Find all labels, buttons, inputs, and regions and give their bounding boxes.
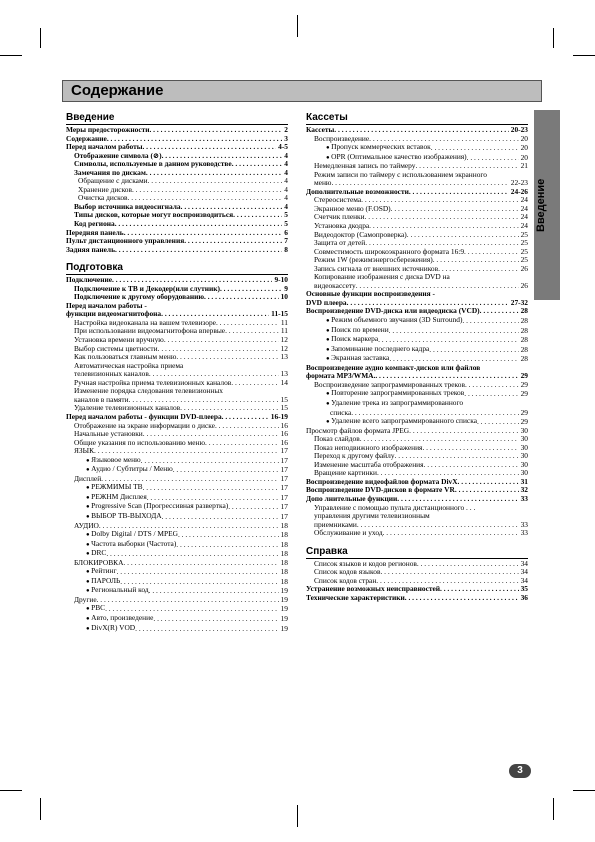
toc-entry-page: 24-26: [510, 186, 528, 196]
toc-entry: [306, 529, 528, 538]
toc-entry-title: Показ неподвижного изображения: [314, 442, 423, 452]
toc-line: [306, 171, 528, 180]
dot-leader: [97, 596, 279, 605]
toc-entry-title: телевизионных каналов: [74, 369, 149, 379]
toc-entry-title: ● Экранная заставка: [326, 354, 389, 364]
toc-entry-title: Замечания по дискам: [74, 167, 146, 177]
toc-entry-title: Изменение порядка следования телевизионных: [74, 386, 223, 396]
toc-entry-page: 11: [280, 317, 288, 327]
toc-entry-title: Воспроизведение: [314, 133, 370, 143]
toc-entry-page: 10: [280, 292, 288, 302]
toc-entry-title: ● Поиск по времени: [326, 326, 389, 336]
crop-mark: [297, 805, 298, 827]
toc-entry-page: 13: [280, 369, 288, 379]
dot-leader: [424, 461, 519, 470]
toc-entry-title: Задняя панель: [66, 244, 115, 254]
toc-entry-page: 25: [520, 238, 528, 248]
dot-leader: [380, 568, 518, 577]
toc-entry-page: 18: [280, 567, 288, 577]
dot-leader: [465, 381, 519, 390]
toc-entry-page: 26: [520, 263, 528, 273]
toc-entry-title: Режим записи по таймеру с использованием экранного: [314, 169, 487, 179]
toc-entry-page: 29: [520, 417, 528, 427]
dot-leader: [216, 319, 279, 328]
dot-leader: [106, 550, 278, 559]
dot-leader: [176, 353, 278, 362]
dot-leader: [225, 327, 279, 336]
toc-entry-page: 14: [280, 377, 288, 387]
toc-entry-page: 18: [280, 520, 288, 530]
toc-entry-title: ● Повторение запрограммированных треков: [326, 389, 464, 399]
dot-leader: [231, 379, 278, 388]
dot-leader: [233, 211, 282, 220]
dot-leader: [383, 529, 519, 538]
crop-mark: [553, 798, 554, 820]
toc-entry-title: Устранение возможных неисправностей: [306, 584, 441, 594]
toc-entry-title: ● Пропуск коммерческих вставок: [326, 143, 431, 153]
toc-entry-page: 20: [520, 133, 528, 143]
toc-entry-page: 28: [520, 354, 528, 364]
toc-entry-title: Список языков и кодов регионов: [314, 558, 417, 568]
dot-leader: [405, 594, 519, 603]
toc-entry-page: 18: [280, 576, 288, 586]
dot-leader: [480, 307, 519, 316]
crop-mark: [573, 790, 595, 791]
toc-entry-page: 22-23: [510, 178, 528, 188]
toc-entry-page: 16-19: [270, 411, 288, 421]
toc-entry-page: 20: [520, 143, 528, 153]
toc-entry-page: 17: [280, 492, 288, 502]
toc-entry: [306, 594, 528, 603]
toc-entry-title: ● PBC: [86, 604, 105, 614]
toc-entry-title: Воспроизведение запрограммированных треков: [314, 379, 465, 389]
toc-entry-title: Обслуживание и уход: [314, 528, 383, 538]
toc-entry-title: приемниками: [314, 519, 357, 529]
toc-entry-page: 20: [520, 152, 528, 162]
section-heading: Подготовка: [66, 262, 288, 275]
toc-entry-page: 28: [520, 306, 528, 316]
toc-entry-page: 17: [280, 473, 288, 483]
toc-entry-title: Перед началом работы: [66, 142, 143, 152]
toc-entry-title: Воспроизведение видеофайлов формата DivX: [306, 476, 458, 486]
dot-leader: [429, 346, 518, 355]
toc-entry-title: ● Аудио / Субтитры / Меню: [86, 465, 173, 475]
toc-entry-title: ● Частота выборки (Частота): [86, 540, 176, 550]
toc-entry-title: Просмотр файлов формата JPEG: [306, 425, 410, 435]
toc-entry-page: 30: [520, 468, 528, 478]
toc-entry-title: Автоматическая настройка приема: [74, 360, 184, 370]
toc-entry-page: 29: [520, 407, 528, 417]
toc-entry-title: ● Режим объемного звучания (3D Surround): [326, 316, 462, 326]
dot-leader: [417, 560, 519, 569]
toc-entry: [66, 586, 288, 596]
toc-entry-title: Передняя панель: [66, 227, 124, 237]
dot-leader: [142, 143, 276, 152]
toc-entry-page: 18: [280, 557, 288, 567]
dot-leader: [455, 486, 519, 495]
section-gap: [66, 254, 288, 262]
toc-right-column: [306, 112, 528, 602]
toc-entry-page: 5: [284, 219, 288, 229]
toc-entry-title: Как пользоваться главным меню: [74, 352, 177, 362]
toc-entry-title: Хранение дисков: [78, 184, 132, 194]
toc-entry: [66, 439, 288, 448]
section-gap: [306, 538, 528, 546]
toc-entry-page: 8: [284, 244, 288, 254]
toc-entry-title: Вращение картинки: [314, 468, 377, 478]
toc-entry-page: 17: [280, 511, 288, 521]
dot-leader: [153, 615, 278, 624]
toc-entry-title: ● Запоминание последнего кадра: [326, 345, 429, 355]
crop-mark: [0, 790, 22, 791]
dot-leader: [462, 317, 518, 326]
dot-leader: [162, 513, 279, 522]
dot-leader: [148, 177, 283, 186]
toc-entry-page: 30: [520, 459, 528, 469]
toc-entry-page: 4: [284, 184, 288, 194]
dot-leader: [433, 256, 519, 265]
toc-entry-title: функции видеомагнитофона: [66, 309, 162, 319]
toc-entry-page: 7: [284, 236, 288, 246]
toc-entry-page: 17: [280, 455, 288, 465]
toc-entry-page: 11-15: [271, 309, 288, 319]
dot-leader: [178, 531, 279, 540]
toc-entry-title: Видеодоктор (Самопроверка): [314, 229, 407, 239]
dot-leader: [464, 248, 519, 257]
toc-entry-page: 20-23: [510, 125, 528, 134]
toc-entry-title: Воспроизведение аудио компакт-дисков или файлов: [306, 362, 481, 372]
toc-entry-page: 33: [520, 519, 528, 529]
toc-entry-title: Общие указания по использованию меню: [74, 437, 205, 447]
toc-entry-title: ● DivX(R) VOD: [86, 624, 135, 634]
dot-leader: [422, 444, 518, 453]
toc-entry-page: 34: [520, 558, 528, 568]
toc-entry-page: 17: [280, 502, 288, 512]
toc-left-column: [66, 112, 288, 633]
toc-entry-page: 3: [284, 133, 288, 143]
toc-entry-page: 30: [520, 442, 528, 452]
dot-leader: [184, 237, 282, 246]
dot-leader: [440, 585, 519, 594]
dot-leader: [409, 427, 518, 436]
toc-entry-page: 34: [520, 575, 528, 585]
dot-leader: [407, 231, 519, 240]
toc-entry-page: 25: [520, 229, 528, 239]
toc-entry-page: 19: [280, 604, 288, 614]
toc-entry-title: ● Региональный код: [86, 586, 149, 596]
toc-entry-page: 16: [280, 420, 288, 430]
dot-leader: [409, 188, 509, 197]
toc-entry-page: 18: [280, 549, 288, 559]
toc-entry-title: ● Авто, произведение: [86, 614, 153, 624]
toc-entry-title: Стереосистема: [314, 195, 362, 205]
toc-entry-title: Код региона: [74, 219, 115, 229]
page-number: 3: [509, 764, 531, 778]
toc-entry-title: АУДИО: [74, 520, 99, 530]
toc-entry-title: Копирование изображения с диска DVD на: [314, 272, 450, 282]
toc-entry-title: Переход к другому файлу: [314, 451, 395, 461]
toc-entry-page: 25: [520, 246, 528, 256]
toc-entry-page: 4: [284, 201, 288, 211]
toc-entry-page: 6: [284, 227, 288, 237]
dot-leader: [204, 293, 279, 302]
toc-entry-title: Подключение к другому оборудованию: [74, 292, 205, 302]
toc-entry-title: Установка времени вручную: [74, 335, 164, 345]
toc-entry-page: 4: [284, 150, 288, 160]
toc-entry-title: ● DRC: [86, 549, 106, 559]
toc-entry-title: Меры предосторожности: [66, 125, 150, 134]
toc-entry-page: 19: [280, 623, 288, 633]
toc-entry-page: 24: [520, 212, 528, 222]
toc-entry-page: 33: [520, 493, 528, 503]
dot-leader: [115, 220, 283, 229]
toc-entry-page: 29: [520, 379, 528, 389]
dot-leader: [365, 213, 519, 222]
section-heading: Справка: [306, 546, 528, 559]
toc-entry-page: 4: [284, 176, 288, 186]
toc-entry-page: 33: [520, 528, 528, 538]
toc-entry-title: Выбор системы цветности: [74, 343, 158, 353]
toc-entry-page: 35: [520, 584, 528, 594]
toc-entry-page: 2: [284, 125, 288, 134]
toc-entry-title: Основные функции воспроизведения -: [306, 289, 435, 299]
dot-leader: [164, 336, 279, 345]
toc-entry: [66, 624, 288, 634]
toc-entry-title: БЛОКИРОВКА: [74, 557, 124, 567]
toc-entry-title: Подключение к ТВ и Декодер(или слутник): [74, 283, 220, 293]
toc-entry-title: меню: [314, 178, 332, 188]
toc-entry-title: списка: [330, 407, 352, 417]
toc-entry-title: Допо лнительные функции: [306, 493, 398, 503]
dot-leader: [149, 126, 282, 135]
toc-entry-title: ● Progressive Scan (Прогрессивная развертка): [86, 502, 228, 512]
toc-entry-page: 25: [520, 255, 528, 265]
dot-leader: [173, 466, 279, 475]
toc-entry-page: 30: [520, 434, 528, 444]
dot-leader: [146, 169, 282, 178]
toc-entry-title: Запись сигнала от внешних источников: [314, 263, 439, 273]
dot-leader: [132, 186, 282, 195]
toc-entry-title: ● Удаление трека из запрограммированного: [326, 398, 463, 407]
dot-leader: [143, 484, 279, 493]
toc-entry-title: Воспроизведение DVD-диска или видеодиска (VCD): [306, 306, 480, 316]
toc-entry-title: Изменение масштаба отображения: [314, 459, 424, 469]
dot-leader: [123, 559, 278, 568]
toc-entry-title: Дополнительные возможности: [306, 186, 409, 196]
toc-entry-title: Показ слайдов: [314, 434, 360, 444]
dot-leader: [228, 503, 278, 512]
dot-leader: [149, 587, 279, 596]
title-banner: [62, 80, 542, 102]
dot-leader: [232, 160, 283, 169]
toc-entry-title: Очистка дисков: [78, 193, 128, 203]
toc-entry-title: Выбор источника видеосигнала: [74, 201, 181, 211]
toc-entry-page: 28: [520, 335, 528, 345]
crop-mark: [573, 55, 595, 56]
toc-entry: [66, 246, 288, 255]
dot-leader: [467, 154, 519, 163]
toc-entry-page: 24: [520, 195, 528, 205]
toc-entry-page: 30: [520, 451, 528, 461]
toc-entry-page: 31: [520, 476, 528, 486]
toc-entry-title: Режим 1W (режимэнергосбережения): [314, 255, 433, 265]
toc-entry-title: Немедленная запись по таймеру: [314, 161, 416, 171]
toc-entry-page: 28: [520, 344, 528, 354]
toc-entry-title: Отображение символа (⊘): [74, 150, 162, 160]
dot-leader: [477, 418, 519, 427]
toc-entry-title: Символы, используемые в данном руководстве: [74, 159, 232, 169]
toc-entry-page: 4: [284, 159, 288, 169]
dot-leader: [115, 246, 282, 255]
toc-entry-page: 16: [280, 429, 288, 439]
toc-entry-page: 21: [520, 161, 528, 171]
toc-entry-page: 26: [520, 280, 528, 290]
toc-entry-page: 17: [280, 446, 288, 456]
toc-entry-page: 13: [280, 352, 288, 362]
crop-mark: [553, 28, 554, 48]
toc-entry-title: Типы дисков, которые могут воспроизводиться: [74, 210, 234, 220]
toc-entry-page: 18: [280, 530, 288, 540]
crop-mark: [297, 15, 298, 37]
toc-entry-title: ● Поиск маркера: [326, 335, 378, 345]
toc-entry-title: Защита от детей: [314, 238, 366, 248]
toc-entry-title: Дисплей: [74, 473, 102, 483]
crop-mark: [40, 28, 41, 48]
toc-entry-title: Настройка видеоканала на вашем телевизоре: [74, 317, 216, 327]
toc-entry-title: ● Рейтинг: [86, 567, 117, 577]
section-heading: Кассеты: [306, 112, 528, 125]
toc-entry-title: Перед началом работы -: [66, 300, 147, 310]
toc-entry-title: Ручная настройка приема телевизионных каналов: [74, 377, 232, 387]
toc-entry-title: Пульт дистанционного управления: [66, 236, 185, 246]
dot-leader: [391, 205, 519, 214]
toc-entry-title: Управление с помощью пульта дистанционного . . .: [314, 502, 476, 512]
dot-leader: [389, 327, 519, 336]
toc-entry-title: Установка дкодра: [314, 221, 370, 231]
toc-entry-title: Начальные установки: [74, 429, 143, 439]
toc-entry-title: ● OPR (Оптимальное качество изображения): [326, 153, 467, 163]
dot-leader: [176, 541, 278, 550]
toc-entry-page: 19: [280, 586, 288, 596]
toc-entry-title: ● Dolby Digital / DTS / MPEG: [86, 530, 178, 540]
dot-leader: [438, 265, 518, 274]
toc-entry-title: Содержание: [66, 133, 107, 143]
crop-mark: [0, 55, 22, 56]
toc-entry-page: 4-5: [278, 142, 288, 152]
toc-entry-page: 9: [284, 283, 288, 293]
toc-entry-title: Кассеты: [306, 125, 335, 134]
toc-entry-title: Совместимость широкоэкранного формата 16:9: [314, 246, 465, 256]
toc-entry-title: Перед началом работы - функции DVD-плеера: [66, 411, 222, 421]
toc-entry-title: ● ВЫБОР ТВ-ВЫХОДА: [86, 512, 162, 522]
toc-entry-title: Отображение на экране информации о диске: [74, 420, 215, 430]
toc-entry-title: Технические характеристики: [306, 592, 405, 602]
toc-entry-page: 32: [520, 485, 528, 495]
toc-entry-title: ● ПАРОЛЬ: [86, 577, 120, 587]
toc-entry-page: 30: [520, 425, 528, 435]
toc-entry-page: 18: [280, 539, 288, 549]
toc-entry-page: 28: [520, 316, 528, 326]
crop-mark: [40, 798, 41, 820]
toc-entry-title: ● Удаление всего запрограммированного списка: [326, 417, 477, 427]
toc-entry-page: 15: [280, 394, 288, 404]
toc-entry-title: Список кодов стран: [314, 575, 377, 585]
toc-entry-page: 29: [520, 371, 528, 381]
toc-entry-title: DVD плеера: [306, 297, 347, 307]
toc-entry-page: 36: [520, 592, 528, 602]
toc-entry-page: 24: [520, 221, 528, 231]
toc-entry-page: 19: [280, 613, 288, 623]
toc-entry-page: 28: [520, 325, 528, 335]
toc-entry-page: 12: [280, 343, 288, 353]
toc-entry-page: 27-32: [510, 297, 528, 307]
toc-entry-page: 9-10: [274, 275, 288, 285]
toc-entry-title: Экранное меню (F.OSD): [314, 203, 391, 213]
dot-leader: [117, 568, 279, 577]
toc-entry-title: каналов в памяти: [74, 394, 129, 404]
toc-entry-title: Воспроизведение DVD-дисков в формате VR: [306, 485, 455, 495]
toc-entry-title: Удаление телевизионных каналов: [74, 403, 181, 413]
toc-entry-page: 34: [520, 567, 528, 577]
toc-entry-title: видеокассету: [314, 280, 356, 290]
toc-entry: [66, 512, 288, 522]
dot-leader: [220, 285, 282, 294]
toc-entry-page: 11: [280, 326, 288, 336]
page-title: Содержание: [71, 82, 164, 99]
dot-leader: [222, 413, 269, 422]
toc-entry-page: 5: [284, 210, 288, 220]
toc-entry-page: 12: [280, 335, 288, 345]
toc-entry-title: Счетчик пленки: [314, 212, 365, 222]
dot-leader: [205, 439, 279, 448]
toc-entry-title: Другие: [74, 594, 97, 604]
toc-entry-page: 17: [280, 465, 288, 475]
section-side-tab-label: Введение: [535, 178, 547, 232]
toc-entry-title: ● РЕЖНМ Дисплея: [86, 493, 147, 503]
toc-entry-title: При использовании видеомагнитофона впервые: [74, 326, 226, 336]
dot-leader: [215, 422, 279, 431]
dot-leader: [458, 478, 519, 487]
toc-entry-page: 17: [280, 483, 288, 493]
toc-entry-title: Подключение: [66, 275, 112, 285]
toc-entry-page: 16: [280, 437, 288, 447]
dot-leader: [135, 625, 278, 634]
toc-entry-title: Список кодов языков: [314, 567, 381, 577]
toc-entry-page: 19: [280, 594, 288, 604]
toc-entry-page: 15: [280, 403, 288, 413]
toc-entry-page: 4: [284, 167, 288, 177]
toc-entry-title: формата MP3/WMA.: [306, 371, 376, 381]
dot-leader: [464, 390, 518, 399]
toc-entry-page: 4: [284, 193, 288, 203]
toc-entry-title: управления другими телевизионным: [314, 511, 430, 521]
toc-entry-title: ЯЗЫК: [74, 446, 95, 456]
toc-entry-title: ● РЕЖМИМЫ ТВ: [86, 483, 143, 493]
toc-entry-title: ● Языковое меню: [86, 456, 141, 466]
toc-entry-title: Обращение с дисками: [78, 176, 148, 186]
section-heading: Введение: [66, 112, 288, 125]
toc-entry-page: 29: [520, 389, 528, 399]
toc-entry-page: 24: [520, 203, 528, 213]
